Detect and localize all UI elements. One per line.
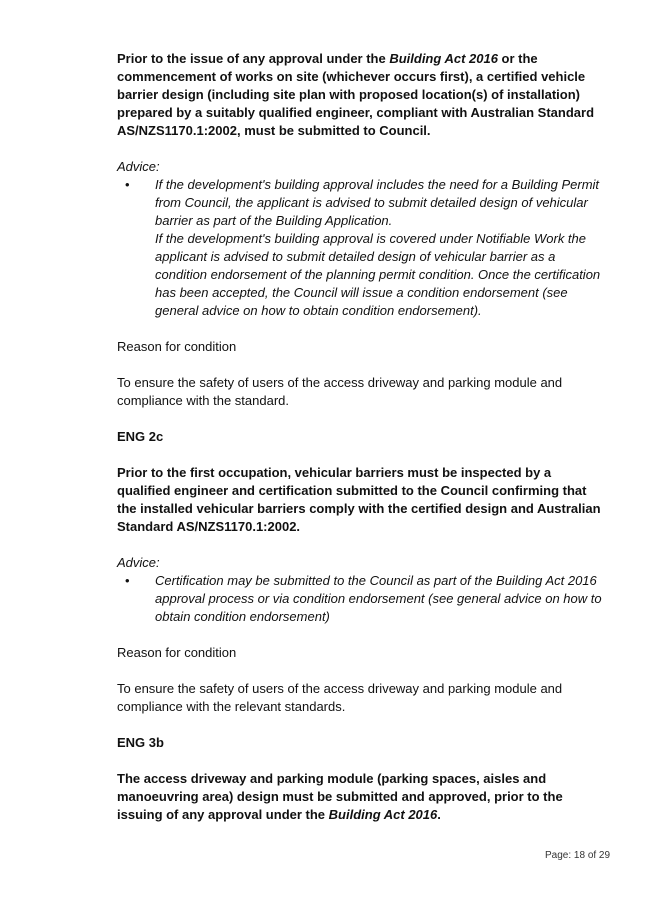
reason-text: To ensure the safety of users of the access driveway and parking module and compliance with the relevant standards. — [117, 681, 563, 714]
condition-text-part: or the commencement of works on site (whichever occurs first), a certified vehicle barrier design (including site plan with proposed location(s) of installation) prepared by a suitably qualified engineer, compliant with Australian Standard AS/NZS1170.1:2002, must be submitted to Council. — [117, 51, 595, 138]
advice-bullet-item — [117, 572, 607, 626]
building-act-reference: Building Act 2016 — [389, 51, 498, 66]
reason-text: To ensure the safety of users of the access driveway and parking module and compliance with the standard. — [117, 375, 563, 408]
advice-text: If the development's building approval includes the need for a Building Permit from Council, the applicant is advised to submit detailed design of vehicular barrier as part of the Building Application. — [155, 177, 600, 228]
bullet-icon: • — [125, 177, 130, 192]
bullet-icon: • — [125, 573, 130, 588]
document-body — [117, 50, 607, 824]
condition-eng-3b-text — [117, 770, 607, 824]
condition-text-part: Prior to the issue of any approval under the — [117, 51, 390, 66]
reason-label: Reason for condition — [117, 645, 237, 660]
condition-eng-2b-text — [117, 50, 607, 140]
advice-text: Certification may be submitted to the Council as part of the Building Act 2016 approval process or via condition endorsement (see general advice on how to obtain condition endorsement) — [155, 573, 602, 624]
condition-heading: ENG 3b — [117, 735, 164, 750]
page-number: Page: 18 of 29 — [545, 850, 611, 861]
condition-heading: ENG 2c — [117, 429, 164, 444]
condition-text-part: The access driveway and parking module (parking spaces, aisles and manoeuvring area) design must be submitted and approved, prior to the issuing of any approval under the — [117, 771, 563, 822]
advice-label: Advice: — [117, 555, 160, 570]
building-act-reference: Building Act 2016 — [328, 807, 438, 822]
reason-label: Reason for condition — [117, 339, 237, 354]
advice-text: If the development's building approval is covered under Notifiable Work the applicant is advised to submit detailed design of vehicular barrier as a condition endorsement of the planning permit condition. Once the certification has been accepted, the Council will issue a condition endorsement (see general advice on how to obtain condition endorsement). — [155, 231, 601, 318]
condition-text-part: . — [437, 807, 441, 822]
advice-bullet-item — [117, 176, 607, 320]
condition-eng-2c-text: Prior to the first occupation, vehicular barriers must be inspected by a qualified engineer and certification submitted to the Council confirming that the installed vehicular barriers comply with the certified design and Australian Standard AS/NZS1170.1:2002. — [117, 465, 601, 534]
advice-label: Advice: — [117, 159, 160, 174]
